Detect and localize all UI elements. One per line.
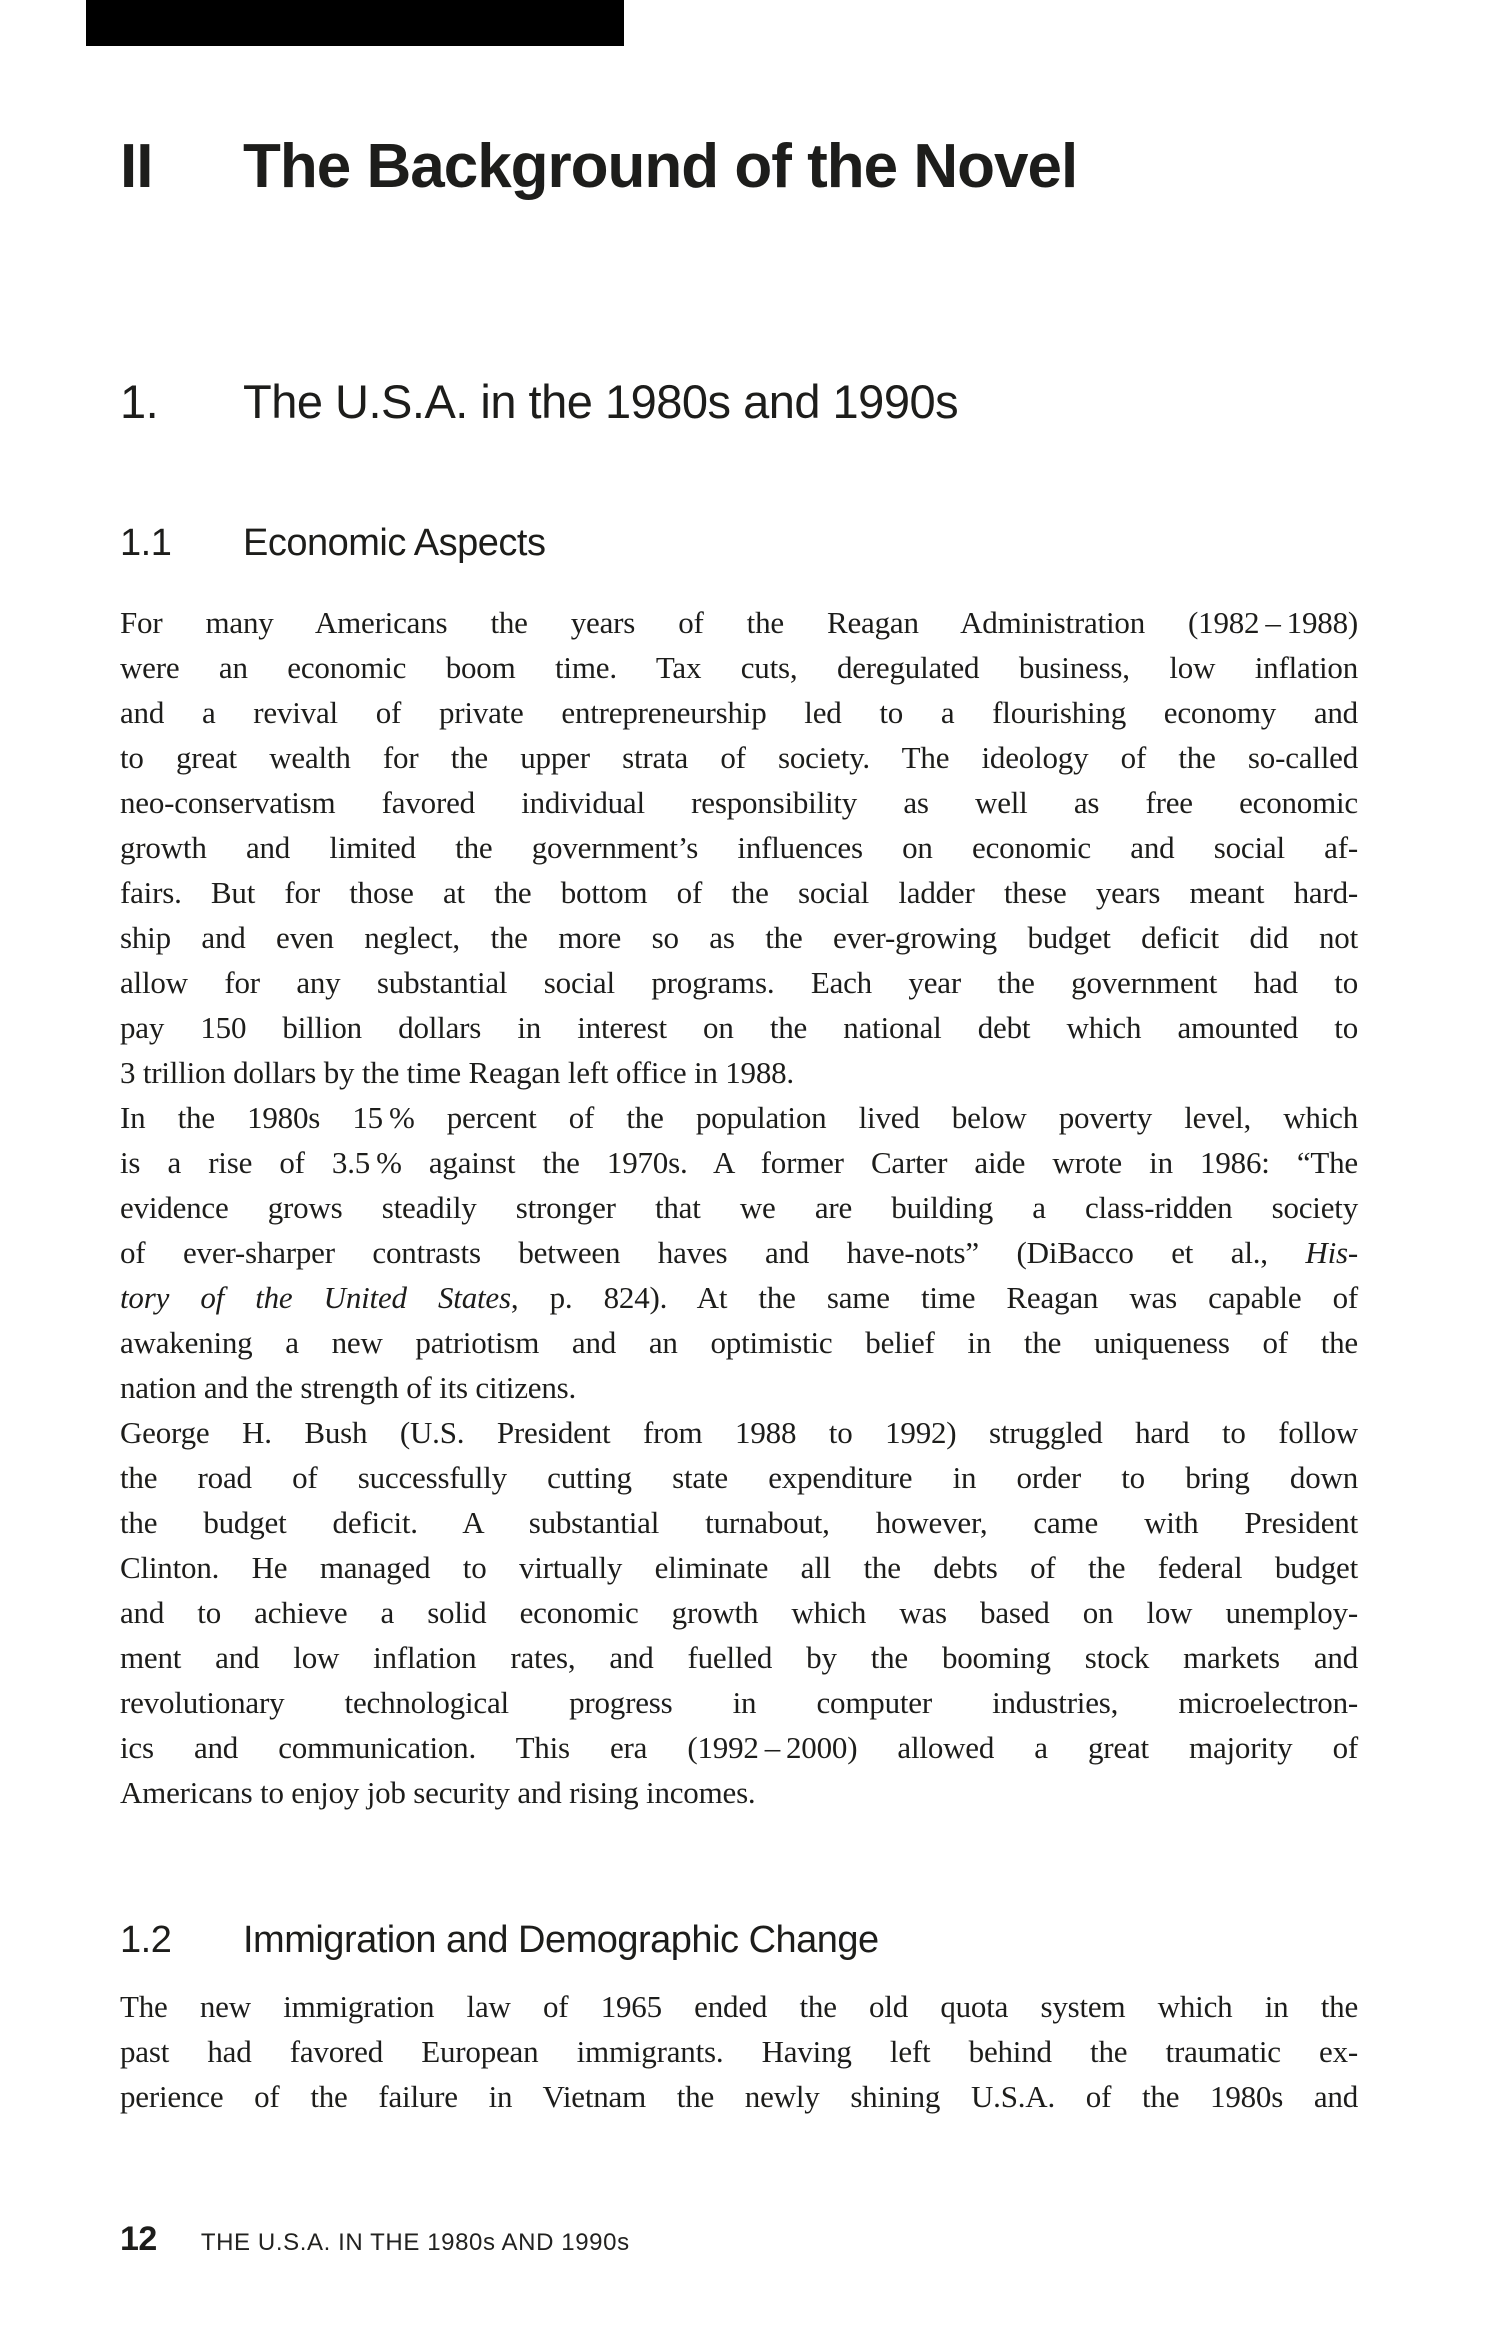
text-line: the road of successfully cutting state expenditure in order to bring down <box>120 1460 1358 1495</box>
body-text-economic <box>120 600 1358 1815</box>
citation-roman: , p. 824). At the same time Reagan was capable of <box>510 1280 1358 1315</box>
citation-roman: of ever-sharper contrasts between haves and have-nots” (DiBacco et al., <box>120 1235 1306 1270</box>
text-line: is a rise of 3.5 % against the 1970s. A former Carter aide wrote in 1986: “The <box>120 1145 1358 1180</box>
body-text-immigration <box>120 1984 1358 2119</box>
text-line: to great wealth for the upper strata of society. The ideology of the so-called <box>120 740 1358 775</box>
text-line-with-citation <box>120 1275 1358 1320</box>
page-number: 12 <box>120 2220 157 2258</box>
subsection-number: 1.2 <box>120 1919 172 1961</box>
text-line: fairs. But for those at the bottom of the social ladder these years meant hard- <box>120 875 1358 910</box>
chapter-heading <box>120 132 1078 201</box>
text-line: revolutionary technological progress in computer industries, microelectron- <box>120 1685 1358 1720</box>
text-line-with-citation <box>120 1230 1358 1275</box>
text-line: evidence grows steadily stronger that we are building a class-ridden society <box>120 1190 1358 1225</box>
text-line: the budget deficit. A substantial turnabout, however, came with President <box>120 1505 1358 1540</box>
text-line: George H. Bush (U.S. President from 1988 to 1992) struggled hard to follow <box>120 1415 1358 1450</box>
text-line: and a revival of private entrepreneurship led to a flourishing economy and <box>120 695 1358 730</box>
text-line: The new immigration law of 1965 ended the old quota system which in the <box>120 1989 1358 2024</box>
text-line: nation and the strength of its citizens. <box>120 1370 577 1405</box>
scan-artifact-bar <box>86 0 624 46</box>
text-line: Clinton. He managed to virtually eliminate all the debts of the federal budget <box>120 1550 1358 1585</box>
section-heading <box>120 375 959 428</box>
text-line: past had favored European immigrants. Having left behind the traumatic ex- <box>120 2034 1358 2069</box>
section-title: The U.S.A. in the 1980s and 1990s <box>243 375 959 428</box>
text-line: awakening a new patriotism and an optimistic belief in the uniqueness of the <box>120 1325 1358 1360</box>
text-line: neo-conservatism favored individual responsibility as well as free economic <box>120 785 1358 820</box>
text-line: ship and even neglect, the more so as the ever-growing budget deficit did not <box>120 920 1358 955</box>
text-line: In the 1980s 15 % percent of the population lived below poverty level, which <box>120 1100 1358 1135</box>
text-line: For many Americans the years of the Reagan Administration (1982 – 1988) <box>120 605 1358 640</box>
subsection-number: 1.1 <box>120 522 172 564</box>
subsection-heading-immigration <box>120 1921 879 1959</box>
chapter-number: II <box>120 132 153 201</box>
chapter-title: The Background of the Novel <box>243 132 1078 201</box>
subsection-heading-economic <box>120 524 545 562</box>
text-line: ment and low inflation rates, and fuelled by the booming stock markets and <box>120 1640 1358 1675</box>
citation-italic: tory of the United States <box>120 1280 511 1315</box>
text-line: perience of the failure in Vietnam the newly shining U.S.A. of the 1980s and <box>120 2079 1358 2114</box>
text-line: pay 150 billion dollars in interest on the national debt which amounted to <box>120 1010 1358 1045</box>
text-line: allow for any substantial social programs. Each year the government had to <box>120 965 1358 1000</box>
text-line: ics and communication. This era (1992 – 2000) allowed a great majority of <box>120 1730 1358 1765</box>
text-line: and to achieve a solid economic growth which was based on low unemploy- <box>120 1595 1358 1630</box>
text-line: Americans to enjoy job security and rising incomes. <box>120 1775 756 1810</box>
subsection-title: Immigration and Demographic Change <box>243 1919 879 1961</box>
text-line: 3 trillion dollars by the time Reagan left office in 1988. <box>120 1055 794 1090</box>
text-line: were an economic boom time. Tax cuts, deregulated business, low inflation <box>120 650 1358 685</box>
text-line: growth and limited the government’s influences on economic and social af- <box>120 830 1358 865</box>
page-footer <box>120 2220 630 2259</box>
subsection-title: Economic Aspects <box>243 522 546 564</box>
citation-italic: His- <box>1305 1235 1358 1270</box>
running-title: THE U.S.A. IN THE 1980s AND 1990s <box>200 2229 630 2256</box>
section-number: 1. <box>120 375 159 428</box>
